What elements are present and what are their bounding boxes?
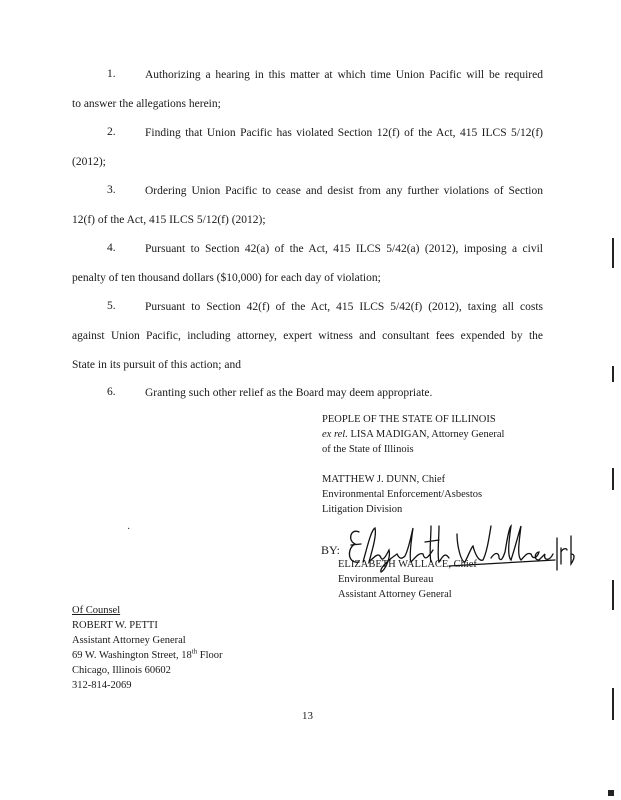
item-text-line: State in its pursuit of this action; and (72, 359, 241, 371)
margin-mark (608, 790, 614, 796)
attorney-general-name: LISA MADIGAN, Attorney General (350, 429, 505, 440)
item-number: 5. (107, 300, 116, 312)
exrel-label: ex rel. (322, 429, 348, 440)
item-text-line: Finding that Union Pacific has violated Section 12(f) of the Act, 415 ILCS 5/12(f) (145, 127, 543, 139)
item-number: 4. (107, 242, 116, 254)
counsel-phone: 312-814-2069 (72, 680, 132, 691)
party-name: PEOPLE OF THE STATE OF ILLINOIS (322, 414, 496, 425)
address-ordinal: th (191, 647, 198, 656)
signer-name: ELIZABETH WALLACE, Chief (338, 559, 477, 570)
item-text-line: penalty of ten thousand dollars ($10,000) for each day of violation; (72, 272, 381, 284)
item-number: 2. (107, 126, 116, 138)
chief-subdivision: Litigation Division (322, 504, 403, 515)
margin-mark (612, 468, 614, 490)
signer-title: Assistant Attorney General (338, 589, 452, 600)
counsel-address (72, 648, 223, 663)
item-text-line: 12(f) of the Act, 415 ILCS 5/12(f) (2012); (72, 214, 266, 226)
party-exrel-line (322, 427, 504, 442)
item-number: 1. (107, 68, 116, 80)
counsel-heading: Of Counsel (72, 605, 121, 616)
item-text-line: against Union Pacific, including attorney, expert witness and consultant fees expended by the (72, 330, 543, 342)
party-state: of the State of Illinois (322, 444, 414, 455)
by-label: BY: (321, 543, 340, 557)
item-text-line: to answer the allegations herein; (72, 98, 221, 110)
item-number: 6. (107, 386, 116, 398)
item-text-line: (2012); (72, 156, 106, 168)
margin-mark (612, 580, 614, 610)
address-street: 69 W. Washington Street, 18 (72, 650, 192, 661)
signer-bureau: Environmental Bureau (338, 574, 434, 585)
item-text-line: Authorizing a hearing in this matter at which time Union Pacific will be required (145, 69, 543, 81)
margin-mark (612, 688, 614, 720)
item-number: 3. (107, 184, 116, 196)
stray-mark: · (127, 524, 131, 535)
chief-name: MATTHEW J. DUNN, Chief (322, 474, 446, 485)
item-text-line: Ordering Union Pacific to cease and desist from any further violations of Section (145, 185, 543, 197)
counsel-title: Assistant Attorney General (72, 635, 186, 646)
margin-mark (612, 366, 614, 382)
chief-division: Environmental Enforcement/Asbestos (322, 489, 483, 500)
item-text-line: Pursuant to Section 42(f) of the Act, 415 ILCS 5/42(f) (2012), taxing all costs (145, 301, 543, 313)
item-text-line: Pursuant to Section 42(a) of the Act, 415 ILCS 5/42(a) (2012), imposing a civil (145, 243, 543, 255)
counsel-name: ROBERT W. PETTI (72, 620, 158, 631)
item-text-line: Granting such other relief as the Board may deem appropriate. (145, 387, 433, 399)
address-floor: Floor (197, 650, 223, 661)
page-number: 13 (302, 710, 313, 722)
margin-mark (612, 238, 614, 268)
counsel-city: Chicago, Illinois 60602 (72, 665, 171, 676)
